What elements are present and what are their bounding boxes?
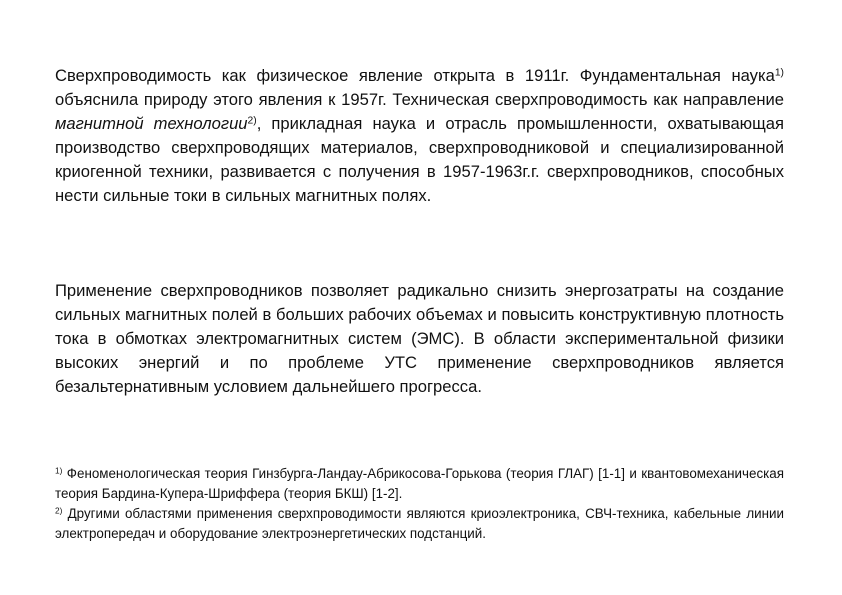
- footnote-ref-2: 2): [247, 115, 257, 127]
- footnote-1-text: Феноменологическая теория Гинзбурга-Ландау-Абрикосова-Горькова (теория ГЛАГ) [1-1] и квантовомеханическая теория Бардина-Купера-Шриффера (теория БКШ) [1-2].: [55, 466, 784, 501]
- paragraph-superconductor-applications: Применение сверхпроводников позволяет радикально снизить энергозатраты на создание сильных магнитных полей в больших рабочих объемах и повысить конструктивную плотность тока в обмотках электромагнитных систем (ЭМС). В области экспериментальной физики высоких энергий и по проблеме УТС применение сверхпроводников является безальтернативным условием дальнейшего прогресса.: [55, 281, 784, 396]
- paragraph1-text-part2: объяснила природу этого явления к 1957г. Техническая сверхпроводимость как направление: [55, 90, 784, 109]
- paragraph-superconductivity-history: [55, 64, 784, 208]
- paragraph1-italic-term: магнитной технологии: [55, 114, 248, 133]
- paragraph1-text-part3: , прикладная наука и отрасль промышленности, охватывающая производство сверхпроводящих материалов, сверхпроводниковой и специализированной криогенной техники, развивается с получения в 1957-1963г.г. сверхпроводников, способных нести сильные токи в сильных магнитных полях.: [55, 114, 784, 205]
- footnote-2-text: Другими областями применения сверхпроводимости являются криоэлектроника, СВЧ-техника, кабельные линии электропередач и оборудование электроэнергетических подстанций.: [55, 506, 784, 541]
- footnote-ref-1: 1): [774, 67, 784, 79]
- paragraph1-text-part1: Сверхпроводимость как физическое явление открыта в 1911г. Фундаментальная наука: [55, 66, 775, 85]
- footnotes: [55, 464, 784, 544]
- footnote-2: [55, 504, 784, 544]
- footnote-1: [55, 464, 784, 504]
- footnote-2-marker: 2): [55, 505, 63, 516]
- footnote-1-marker: 1): [55, 465, 63, 476]
